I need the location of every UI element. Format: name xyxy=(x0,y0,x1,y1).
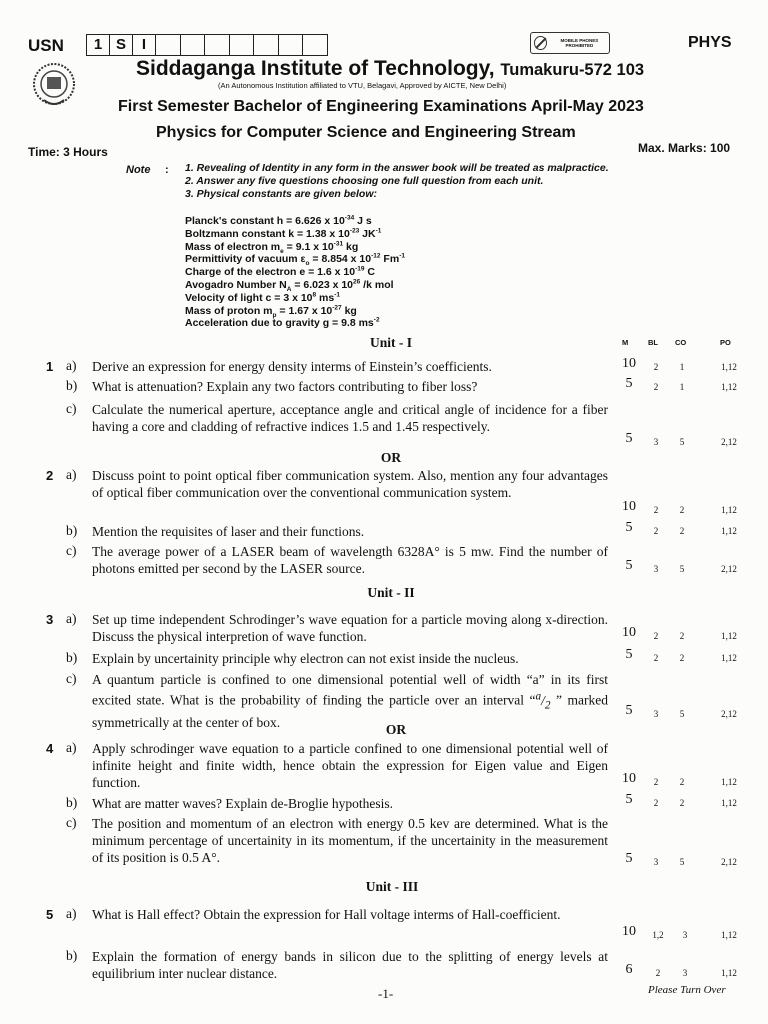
sub-question-label: b) xyxy=(66,795,78,810)
constant-mid: = 1.67 x 10 xyxy=(276,304,333,317)
sub-question-label: b) xyxy=(66,378,78,393)
usn-digit xyxy=(303,35,327,55)
course-outcome: 1 xyxy=(679,382,685,392)
constant-sup: -27 xyxy=(332,304,342,312)
usn-boxes xyxy=(86,34,328,56)
constant-item xyxy=(185,215,405,228)
question-text: Discuss point to point optical fiber communication system. Also, mention any four advantages of optical fiber communication over the conventional communication system. xyxy=(92,468,608,500)
usn-digit xyxy=(181,35,206,55)
unit-heading: Unit - III xyxy=(365,879,419,894)
affiliation: (An Autonomous Institution affiliated to VTU, Belagavi, Approved by AICTE, New Delhi) xyxy=(218,81,507,90)
col-marks: M xyxy=(622,338,629,347)
bloom-level: 2 xyxy=(653,798,659,808)
program-outcome: 2,12 xyxy=(721,857,737,867)
note-list xyxy=(185,162,609,201)
constant-sup: -31 xyxy=(333,240,344,248)
course-outcome: 5 xyxy=(679,564,685,574)
marks: 5 xyxy=(625,376,633,391)
course-outcome: 2 xyxy=(679,505,685,515)
fraction-denominator: 2 xyxy=(544,699,551,712)
constant-sub: A xyxy=(286,286,292,294)
sub-question-label: a) xyxy=(66,740,77,755)
sub-question-label: b) xyxy=(66,523,78,538)
constant-sup2: -1 xyxy=(399,252,405,260)
bloom-level: 1,2 xyxy=(652,930,664,940)
constant-sup: 8 xyxy=(312,291,317,299)
constant-sup: -19 xyxy=(355,265,365,273)
marks: 5 xyxy=(625,792,633,807)
usn-digit xyxy=(230,35,255,55)
unit-heading: Unit - II xyxy=(367,585,415,600)
col-bloom-level: BL xyxy=(648,338,658,347)
constant-sub: p xyxy=(272,311,277,319)
institution-location: Tumakuru-572 103 xyxy=(500,61,645,79)
sub-question-label: a) xyxy=(66,906,77,921)
sub-question-label: c) xyxy=(66,401,77,416)
constant-post: /k mol xyxy=(360,278,394,291)
constant-item xyxy=(185,253,405,266)
or-separator: OR xyxy=(385,722,407,737)
constant-sup: 26 xyxy=(353,278,361,286)
marks: 10 xyxy=(622,356,636,371)
usn-label: USN xyxy=(28,36,64,55)
constant-post: C xyxy=(364,266,376,279)
bloom-level: 2 xyxy=(653,653,659,663)
sub-question-label: c) xyxy=(66,815,77,830)
note-label: Note xyxy=(126,164,151,176)
course-outcome: 5 xyxy=(679,437,685,447)
marks: 5 xyxy=(625,558,633,573)
program-outcome: 1,12 xyxy=(721,505,737,515)
usn-digit xyxy=(279,35,304,55)
mobile-notice-text: MOBILE PHONES PROHIBITED xyxy=(560,38,599,48)
program-outcome: 2,12 xyxy=(721,437,737,447)
note-colon: : xyxy=(165,164,169,176)
course-outcome: 2 xyxy=(679,526,685,536)
question-text: Apply schrodinger wave equation to a particle confined to one dimensional potential well of infinite height and finite width, hence obtain the expression for Eigen value and Eigen function. xyxy=(92,741,608,790)
bloom-level: 2 xyxy=(653,382,659,392)
constant-sup: -2 xyxy=(373,316,380,324)
bloom-level: 2 xyxy=(653,777,659,787)
note-item: 3. Physical constants are given below: xyxy=(185,188,377,200)
constant-item xyxy=(185,241,405,254)
question-number: 4 xyxy=(46,741,54,756)
program-outcome: 1,12 xyxy=(721,526,737,536)
constant-pre: Boltzmann constant k = 1.38 x 10 xyxy=(185,227,350,240)
program-outcome: 1,12 xyxy=(721,653,737,663)
question-number: 2 xyxy=(46,468,54,483)
course-outcome: 5 xyxy=(679,709,685,719)
question-text: The position and momentum of an electron with energy 0.5 kev are determined. What is the minimum percentage of uncertainity in its momentum, if the uncertainity in the measurement of its position is 0.5 A°. xyxy=(92,816,608,865)
usn-digit xyxy=(254,35,279,55)
marks: 5 xyxy=(625,431,633,446)
program-outcome: 2,12 xyxy=(721,709,737,719)
note-item: 2. Answer any five questions choosing one full question from each unit. xyxy=(185,175,544,187)
question-text-part: A quantum particle is confined to one dimensional potential well of width “a” in its first excited state. What is the probability of finding the particle over an interval “ xyxy=(92,672,608,708)
question-text-part: ” marked symmetrically at the center of box. xyxy=(92,692,608,731)
constant-pre: Permittivity of vacuum ε xyxy=(185,253,306,266)
please-turn-over: Please Turn Over xyxy=(648,984,726,996)
sub-question-label: b) xyxy=(66,650,78,665)
question-text: Explain by uncertainity principle why electron can not exist inside the nucleus. xyxy=(92,651,519,666)
marks: 5 xyxy=(625,647,633,662)
constant-post: kg xyxy=(341,304,357,317)
or-separator: OR xyxy=(380,450,402,465)
constant-mid: = 9.1 x 10 xyxy=(283,240,334,253)
note-item: 1. Revealing of Identity in any form in the answer book will be treated as malpractice. xyxy=(185,162,609,174)
constant-item xyxy=(185,228,405,241)
constant-sub: e xyxy=(280,247,284,255)
marks: 5 xyxy=(625,520,633,535)
fraction-a-over-2: $^a/_2$ xyxy=(535,690,551,712)
marks: 10 xyxy=(622,499,636,514)
sub-question-label: a) xyxy=(66,467,77,482)
question-text: Mention the requisites of laser and their functions. xyxy=(92,524,365,539)
max-marks: Max. Marks: 100 xyxy=(638,141,731,155)
constant-pre: Acceleration due to gravity g = 9.8 ms xyxy=(185,317,374,330)
constant-pre: Planck's constant h = 6.626 x 10 xyxy=(185,215,345,227)
bloom-level: 3 xyxy=(653,437,659,447)
bloom-level: 2 xyxy=(653,505,659,515)
program-outcome: 1,12 xyxy=(721,777,737,787)
question-text: The average power of a LASER beam of wavelength 6328A° is 5 mw. Find the number of photons emitted per second by the LASER source. xyxy=(92,544,608,576)
constant-item xyxy=(185,266,405,279)
bloom-level: 2 xyxy=(653,362,659,372)
mobile-prohibited-notice xyxy=(530,32,610,54)
constant-mid: = 8.854 x 10 xyxy=(309,253,372,266)
question-text: Derive an expression for energy density interms of Einstein’s coefficients. xyxy=(92,359,492,374)
constant-sup: -12 xyxy=(371,252,381,260)
constant-sub: o xyxy=(305,260,310,268)
exam-duration: Time: 3 Hours xyxy=(28,145,108,159)
constant-sup2: -1 xyxy=(334,291,341,299)
program-outcome: 1,12 xyxy=(721,382,737,392)
course-outcome: 3 xyxy=(682,968,688,978)
constant-post: JK xyxy=(359,227,376,240)
institution-title: Siddaganga Institute of Technology, xyxy=(136,57,495,80)
program-outcome: 1,12 xyxy=(721,968,737,978)
question-number: 5 xyxy=(46,907,54,922)
marks: 6 xyxy=(625,962,633,977)
bloom-level: 3 xyxy=(653,857,659,867)
sub-question-label: a) xyxy=(66,611,77,626)
bloom-level: 3 xyxy=(653,564,659,574)
marks: 10 xyxy=(622,625,636,640)
course-outcome: 5 xyxy=(679,857,685,867)
constant-pre: Charge of the electron e = 1.6 x 10 xyxy=(185,266,356,279)
subject-code: PHYS xyxy=(688,34,732,51)
constant-item xyxy=(185,279,405,292)
question-number: 1 xyxy=(46,359,54,374)
marks: 10 xyxy=(622,771,636,786)
constant-item xyxy=(185,317,405,330)
sub-question-label: b) xyxy=(66,948,78,963)
usn-digit: 1 xyxy=(87,35,110,55)
unit-heading: Unit - I xyxy=(369,335,412,350)
marks: 10 xyxy=(622,924,636,939)
bloom-level: 2 xyxy=(655,968,661,978)
program-outcome: 1,12 xyxy=(721,362,737,372)
course-outcome: 2 xyxy=(679,631,685,641)
constant-item xyxy=(185,292,405,305)
course-outcome: 2 xyxy=(679,798,685,808)
constant-pre: Mass of electron m xyxy=(185,240,281,253)
constant-item xyxy=(185,305,405,318)
bloom-level: 2 xyxy=(653,526,659,536)
page-number: -1- xyxy=(378,986,394,1001)
usn-digit: S xyxy=(110,35,133,55)
question-text: What are matter waves? Explain de-Broglie hypothesis. xyxy=(92,796,394,811)
marks: 5 xyxy=(625,851,633,866)
question-text: Explain the formation of energy bands in silicon due to the splitting of energy levels at equilibrium inter nuclear distance. xyxy=(92,949,608,981)
question-text: What is attenuation? Explain any two factors contributing to fiber loss? xyxy=(92,379,478,394)
program-outcome: 1,12 xyxy=(721,930,737,940)
question-text: Calculate the numerical aperture, acceptance angle and critical angle of incidence for a fiber having a core and cladding of refractive indices 1.5 and 1.45 respectively. xyxy=(92,402,608,434)
sub-question-label: c) xyxy=(66,671,77,686)
physical-constants xyxy=(185,215,405,330)
institution-name xyxy=(136,57,644,81)
constant-post: ms xyxy=(316,291,335,304)
constant-post: Fm xyxy=(380,253,400,266)
constant-sup: -23 xyxy=(349,227,360,235)
bloom-level: 2 xyxy=(653,631,659,641)
course-outcome: 2 xyxy=(679,653,685,663)
marks: 5 xyxy=(625,703,633,718)
col-program-outcome: PO xyxy=(720,338,731,347)
constant-sup2: -1 xyxy=(375,227,382,235)
constant-post: J s xyxy=(354,215,372,227)
constant-pre: Velocity of light c = 3 x 10 xyxy=(185,291,313,304)
course-outcome: 3 xyxy=(682,930,688,940)
question-number: 3 xyxy=(46,612,54,627)
constant-pre: Mass of proton m xyxy=(185,304,273,317)
program-outcome: 1,12 xyxy=(721,798,737,808)
no-phone-icon xyxy=(534,36,547,50)
constant-pre: Avogadro Number N xyxy=(185,278,287,291)
usn-digit xyxy=(156,35,181,55)
usn-digit: I xyxy=(133,35,156,55)
bloom-level: 3 xyxy=(653,709,659,719)
course-outcome: 1 xyxy=(679,362,685,372)
exam-title: First Semester Bachelor of Engineering Examinations April-May 2023 xyxy=(118,98,644,115)
institute-logo-icon xyxy=(30,62,78,108)
program-outcome: 2,12 xyxy=(721,564,737,574)
sub-question-label: a) xyxy=(66,358,77,373)
course-outcome: 2 xyxy=(679,777,685,787)
constant-mid: = 6.023 x 10 xyxy=(291,278,354,291)
fraction-numerator: a xyxy=(535,690,542,702)
program-outcome: 1,12 xyxy=(721,631,737,641)
usn-digit xyxy=(205,35,230,55)
paper-title: Physics for Computer Science and Engineering Stream xyxy=(156,124,576,141)
question-text: What is Hall effect? Obtain the expression for Hall voltage interms of Hall-coefficient. xyxy=(92,907,561,922)
col-course-outcome: CO xyxy=(675,338,687,347)
sub-question-label: c) xyxy=(66,543,77,558)
constant-post: kg xyxy=(343,240,359,253)
constant-sup: -34 xyxy=(344,214,355,222)
question-text: Set up time independent Schrodinger’s wave equation for a particle moving along x-direction. Discuss the physical interpretion of wave function. xyxy=(92,612,608,644)
